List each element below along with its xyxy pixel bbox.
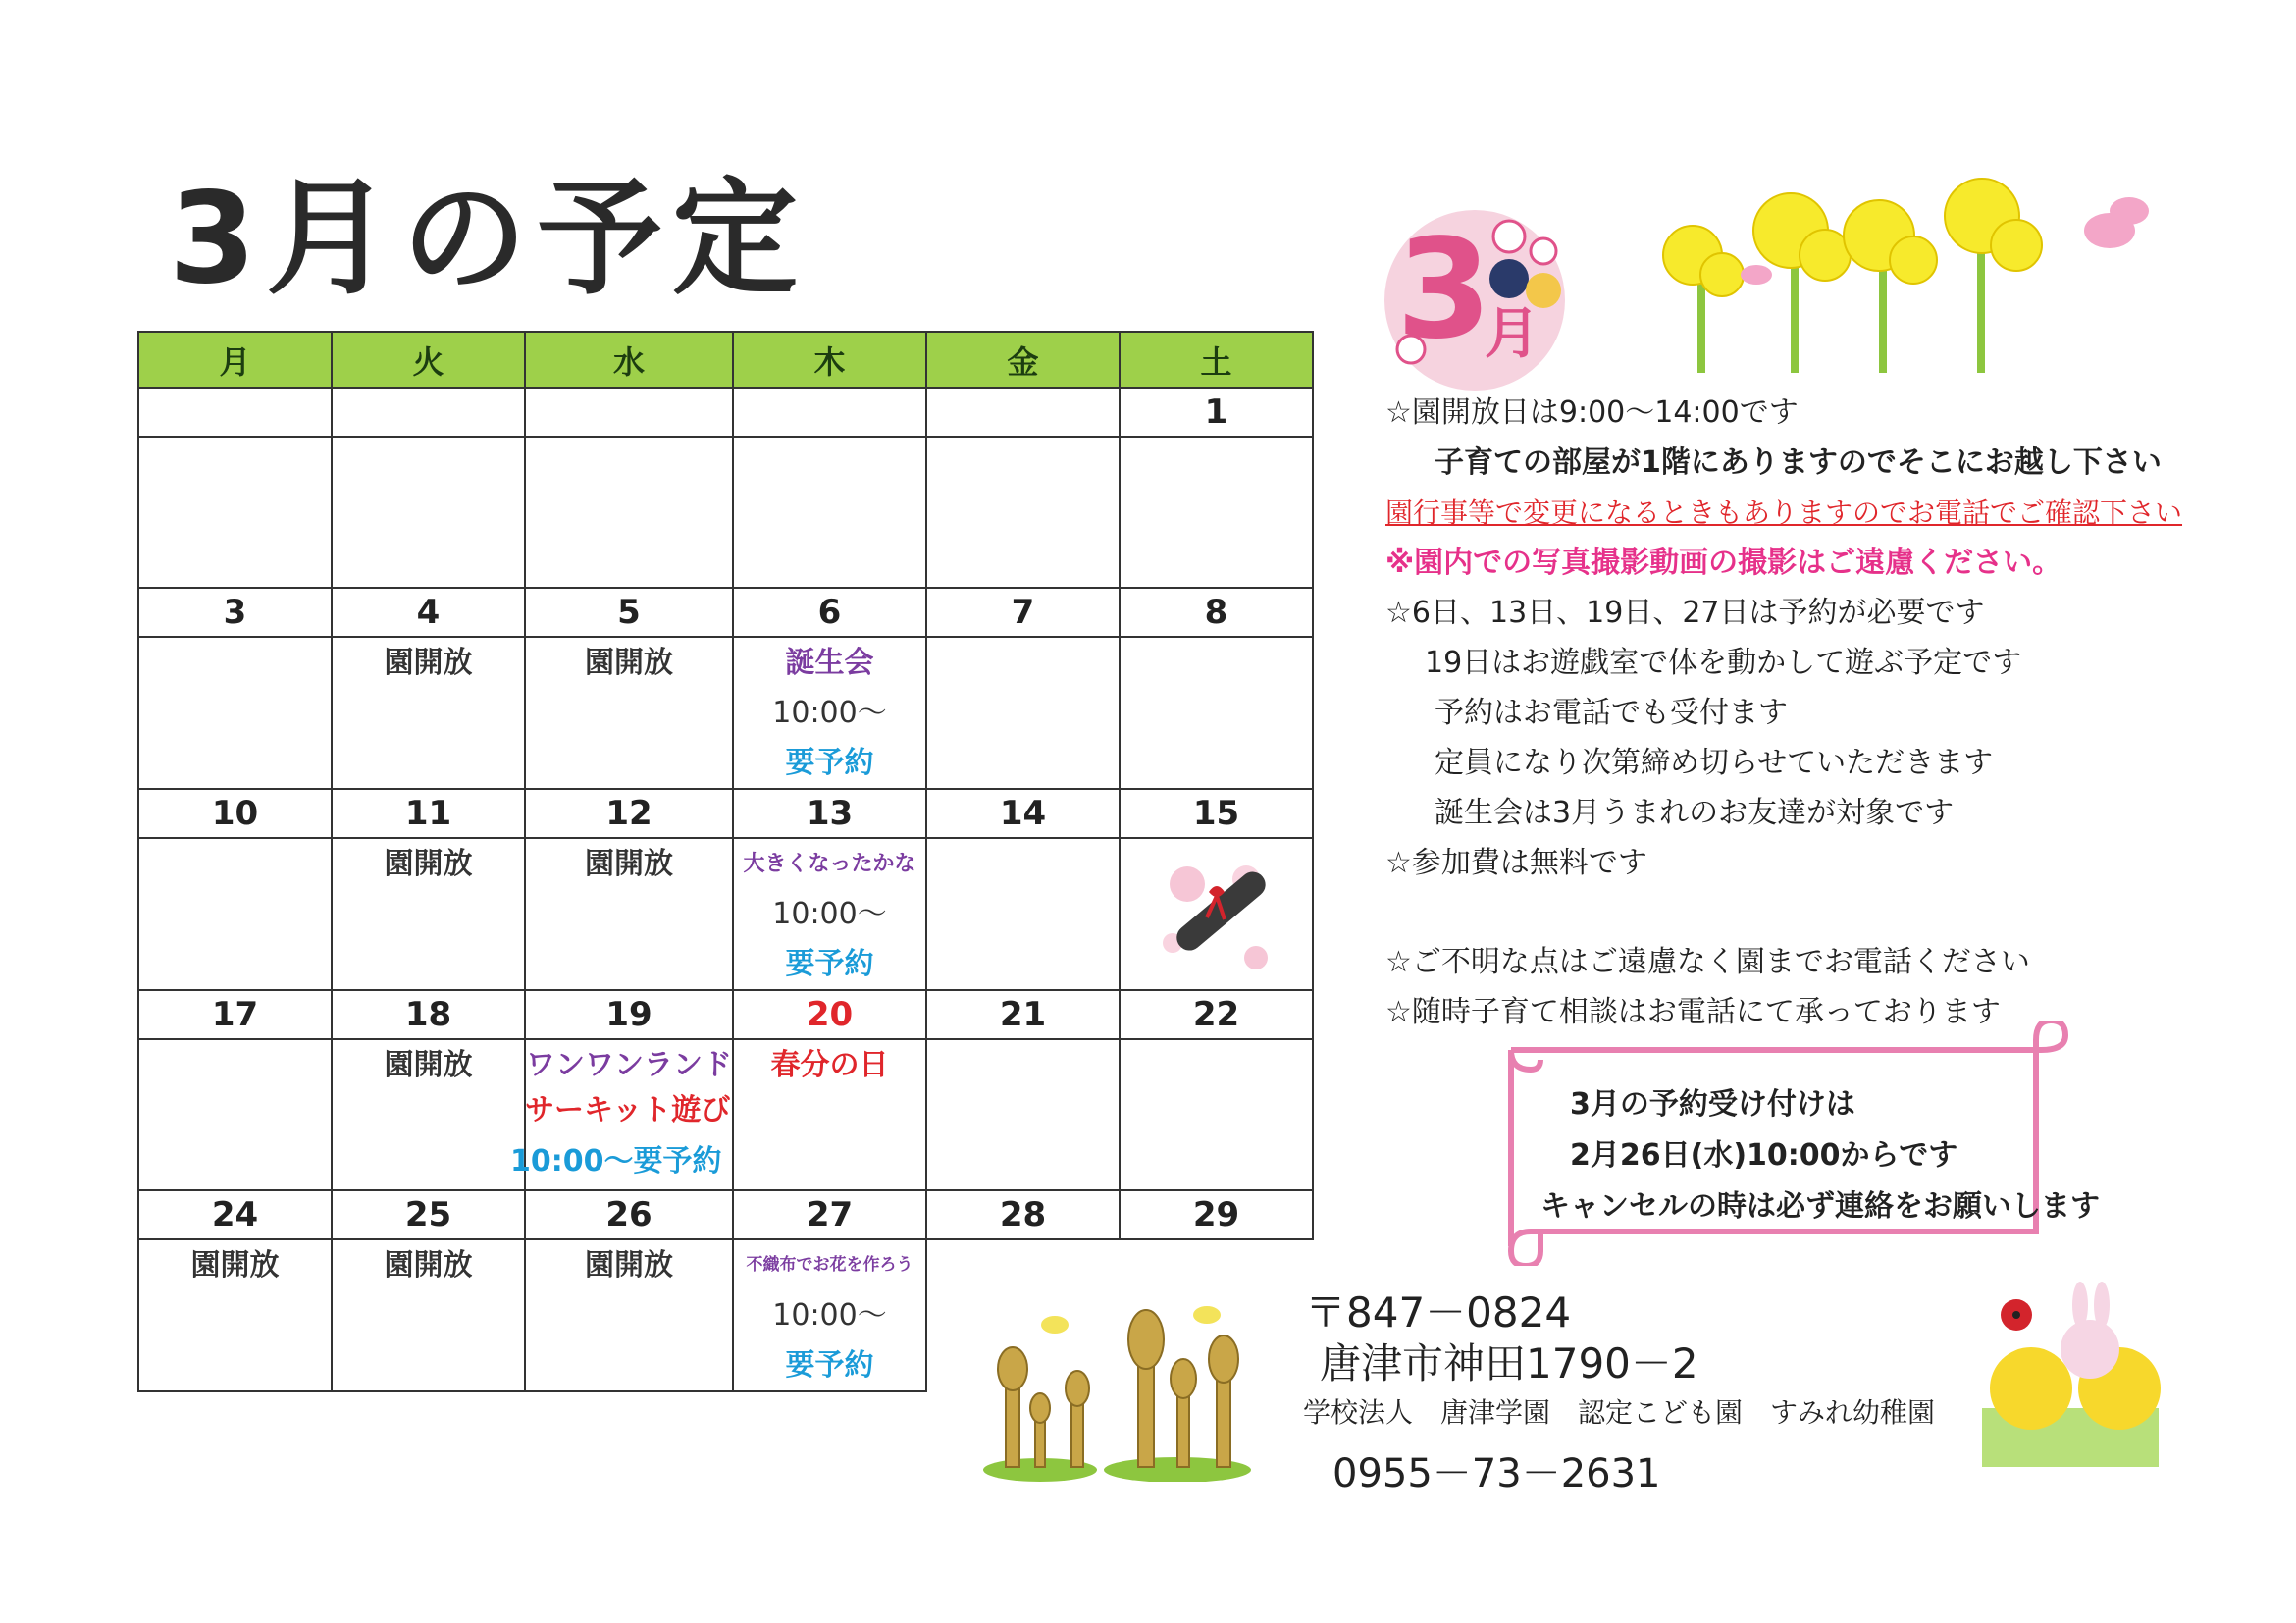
event-label-birthday: 誕生会 [785, 646, 874, 680]
event-cell [1120, 1039, 1313, 1190]
event-cell [332, 1239, 525, 1391]
weekday-wed: 水 [525, 332, 733, 388]
event-row [138, 637, 1313, 789]
event-cell [525, 1239, 733, 1391]
event-label-open: 園開放 [384, 1048, 473, 1082]
organization-name: 学校法人 唐津学園 認定こども園 すみれ幼稚園 [1303, 1396, 1936, 1429]
date-row [138, 588, 1313, 637]
date-cell [332, 388, 525, 437]
date-cell: 12 [525, 789, 733, 838]
event-reservation: 要予約 [785, 1348, 874, 1383]
event-cell [138, 838, 332, 990]
scroll-banner-text [1540, 1079, 2100, 1232]
note-free-fee: ☆参加費は無料です [1385, 846, 1647, 880]
event-cell [733, 1039, 926, 1190]
weekday-tue: 火 [332, 332, 525, 388]
calendar-table [137, 331, 1314, 1392]
date-cell: 6 [733, 588, 926, 637]
event-label-wanwan-land: ワンワンランド [526, 1048, 732, 1082]
event-cell [926, 437, 1120, 588]
page-title: 3月の予定 [169, 166, 809, 312]
scroll-line-3: キャンセルの時は必ず連絡をお願いします [1540, 1189, 2100, 1224]
date-cell: 15 [1120, 789, 1313, 838]
date-row [138, 990, 1313, 1039]
event-cell [332, 1039, 525, 1190]
note-room-location: 子育ての部屋が1階にありますのでそこにお越し下さい [1435, 445, 2162, 480]
event-time: 10:00～ [772, 897, 887, 931]
date-cell: 14 [926, 789, 1120, 838]
event-cell [733, 437, 926, 588]
month-badge-number: 3 [1396, 210, 1492, 370]
date-cell: 3 [138, 588, 332, 637]
date-cell: 17 [138, 990, 332, 1039]
date-row [138, 789, 1313, 838]
event-cell [332, 437, 525, 588]
date-cell [525, 388, 733, 437]
note-no-photo: ※園内での写真撮影動画の撮影はご遠慮ください。 [1385, 546, 2062, 580]
event-cell [1120, 838, 1313, 990]
event-cell [733, 637, 926, 789]
date-cell: 28 [926, 1190, 1120, 1239]
date-row [138, 1190, 1313, 1239]
diploma-scroll-icon [1148, 845, 1285, 982]
street-address: 唐津市神田1790－2 [1320, 1339, 1698, 1387]
event-reservation: 要予約 [785, 947, 874, 981]
event-row [138, 838, 1313, 990]
bunny-dandelion-icon [1972, 1271, 2168, 1467]
event-cell [138, 1039, 332, 1190]
date-cell: 1 [1120, 388, 1313, 437]
note-reservation-days: ☆6日、13日、19日、27日は予約が必要です [1385, 596, 1985, 630]
note-capacity: 定員になり次第締め切らせていただきます [1435, 746, 1994, 780]
event-label-open: 園開放 [384, 847, 473, 881]
date-cell: 5 [525, 588, 733, 637]
note-schedule-change: 園行事等で変更になるときもありますのでお電話でご確認下さい [1385, 497, 2183, 529]
date-row [138, 388, 1313, 437]
event-time: 10:00～ [772, 1298, 887, 1333]
event-cell [733, 1239, 926, 1391]
event-label-open: 園開放 [384, 1248, 473, 1283]
event-cell [525, 637, 733, 789]
event-cell [1120, 637, 1313, 789]
event-label-open: 園開放 [585, 847, 673, 881]
date-cell: 25 [332, 1190, 525, 1239]
event-label-open: 園開放 [384, 646, 473, 680]
month-badge-sub: 月 [1485, 302, 1539, 366]
event-cell [332, 838, 525, 990]
date-cell: 22 [1120, 990, 1313, 1039]
event-cell [733, 838, 926, 990]
event-row [138, 437, 1313, 588]
scroll-line-2: 2月26日(水)10:00からです [1570, 1138, 1958, 1173]
date-cell: 7 [926, 588, 1120, 637]
date-cell: 18 [332, 990, 525, 1039]
event-time-reservation: 10:00～要予約 [510, 1144, 722, 1178]
month-badge [1372, 192, 1578, 398]
event-label-nonwoven-flower: 不織布でお花を作ろう [746, 1255, 913, 1275]
event-cell [926, 1039, 1120, 1190]
event-label-circuit-play: サーキット遊び [525, 1093, 731, 1127]
event-cell [138, 437, 332, 588]
weekday-sat: 土 [1120, 332, 1313, 388]
event-cell [1120, 437, 1313, 588]
date-cell: 29 [1120, 1190, 1313, 1239]
note-play-room: 19日はお遊戯室で体を動かして遊ぶ予定です [1425, 646, 2022, 680]
event-cell [525, 838, 733, 990]
scroll-line-1: 3月の予約受け付けは [1570, 1087, 1855, 1122]
weekday-thu: 木 [733, 332, 926, 388]
note-birthday-target: 誕生会は3月うまれのお友達が対象です [1435, 796, 1955, 830]
date-cell: 21 [926, 990, 1120, 1039]
date-cell: 26 [525, 1190, 733, 1239]
postal-code: 〒847－0824 [1305, 1288, 1572, 1336]
date-cell [926, 388, 1120, 437]
date-cell: 19 [525, 990, 733, 1039]
date-cell: 4 [332, 588, 525, 637]
event-label-open: 園開放 [585, 1248, 673, 1283]
event-cell [926, 838, 1120, 990]
date-cell: 8 [1120, 588, 1313, 637]
event-reservation: 要予約 [785, 746, 874, 780]
event-cell [926, 637, 1120, 789]
event-label-grown-up: 大きくなったかな [743, 852, 916, 876]
event-label-open: 園開放 [190, 1248, 280, 1283]
date-cell: 10 [138, 789, 332, 838]
note-open-hours: ☆園開放日は9:00～14:00です [1385, 395, 1799, 430]
event-cell [138, 1239, 332, 1391]
weekday-mon: 月 [138, 332, 332, 388]
horsetail-plants-icon [981, 1305, 1256, 1482]
event-label-open: 園開放 [585, 646, 673, 680]
event-cell [138, 637, 332, 789]
event-cell [525, 437, 733, 588]
weekday-fri: 金 [926, 332, 1120, 388]
note-phone-reservation: 予約はお電話でも受付ます [1435, 696, 1788, 730]
date-cell [138, 388, 332, 437]
event-cell [332, 637, 525, 789]
note-contact: ☆ご不明な点はご遠慮なく園までお電話ください [1385, 945, 2030, 979]
date-cell: 13 [733, 789, 926, 838]
date-cell: 24 [138, 1190, 332, 1239]
phone-number: 0955－73－2631 [1332, 1451, 1661, 1496]
event-time: 10:00～ [772, 696, 887, 730]
date-cell: 11 [332, 789, 525, 838]
notes-section [1385, 388, 2200, 1037]
event-label-equinox: 春分の日 [770, 1048, 889, 1082]
date-cell [733, 388, 926, 437]
date-cell-holiday: 20 [733, 990, 926, 1039]
date-cell: 27 [733, 1190, 926, 1239]
note-consultation: ☆随時子育て相談はお電話にて承っております [1385, 995, 2001, 1029]
rapeseed-flowers-icon [1639, 177, 2198, 383]
weekday-header-row [138, 332, 1313, 388]
